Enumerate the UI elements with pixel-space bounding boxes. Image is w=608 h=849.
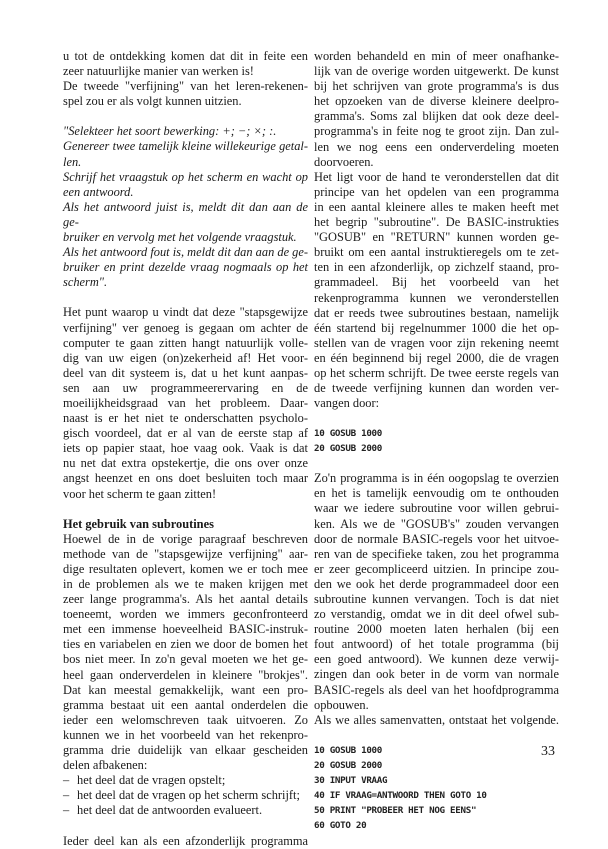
text-line: verfijning" ver genoeg is gegaan om achter de: [63, 320, 308, 335]
text-line: gramma's. Soms zal blijken dat ook deze deel-: [314, 109, 559, 124]
text-line: scherm".: [63, 275, 108, 290]
text-line: bruiker en print dezelde vraag nogmaals op het: [63, 260, 308, 275]
text-line: zeer natuurlijke manier van werken is!: [63, 64, 254, 79]
text-line: moeilijkheidsgraad van het probleem. Daar-: [63, 395, 308, 410]
text-line: iets op papier staat, hoe vaag ook. Vaak is dat: [63, 441, 308, 456]
text-line: gisch voordeel, dat er al van de eerste stap af: [63, 426, 308, 441]
text-line: stellen van de vragen voor zijn rekening neemt: [314, 335, 559, 350]
text-line: principe van het opdelen van een programma: [314, 184, 559, 199]
intro-paragraph: [63, 49, 308, 109]
code-line: 10 GOSUB 1000: [314, 744, 383, 756]
text-line: ieder een welomschreven taak uitvoeren. Zo: [63, 712, 308, 727]
text-line: kunnen we in het voorbeeld van het rekenpro-: [63, 727, 308, 742]
text-line: ties en variabelen en zien we door de bomen het: [63, 637, 308, 652]
dash-bullet: –: [63, 803, 70, 818]
text-line: nu net dat extra opstekertje, die ons over onze: [63, 456, 308, 471]
text-line: Ieder deel kan als een afzonderlijk programma: [63, 833, 308, 848]
code-line: 40 IF VRAAG=ANTWOORD THEN GOTO 10: [314, 789, 487, 801]
text-line: er zeer gecompliceerd uitzien. In principe zou-: [314, 561, 559, 576]
summary-line: [314, 713, 559, 728]
text-line: Dat kan meestal gemakkelijk, want een pro-: [63, 682, 308, 697]
text-line: len.: [63, 154, 82, 169]
continuation-paragraph: [314, 49, 559, 170]
text-line: sen aan uw programmeerervaring en de: [63, 380, 308, 395]
spacer: [63, 290, 308, 305]
text-line: worden behandeld en min of meer onafhanke-: [314, 49, 559, 63]
text-line: Als het antwoord juist is, meldt dit dan aan de ge-: [63, 199, 308, 229]
text-line: Het punt waarop u vindt dat deze "stapsgewijze: [63, 305, 308, 320]
text-line: ken. Als we de "GOSUB's" zouden vervangen: [314, 516, 559, 531]
program-parts-list: [63, 773, 308, 818]
stepwise-paragraph: [63, 305, 308, 501]
list-item-text: het deel dat de antwoorden evalueert.: [77, 803, 263, 818]
text-line: heel gaan onderverdelen in kleinere "brokjes".: [63, 667, 308, 682]
text-line: waar we iedere subroutine voor willen gebrui-: [314, 501, 559, 516]
text-line: den we ook het derde programmadeel door een: [314, 576, 559, 591]
subroutine-principle-paragraph: [314, 170, 559, 412]
overview-paragraph: [314, 471, 559, 713]
text-line: ren van de specifieke taken, zou het programma: [314, 546, 559, 561]
text-line: dig van uw eigen (on)zekerheid af! Het voor-: [63, 350, 308, 365]
spacer: [314, 728, 559, 743]
text-line: met een immense hoeveelheid BASIC-instruk-: [63, 622, 308, 637]
text-line: bruiker en vervolg met het volgende vraagstuk.: [63, 230, 297, 245]
text-line: Schrijf het vraagstuk op het scherm en wacht op: [63, 169, 308, 184]
dash-bullet: –: [63, 773, 70, 788]
text-line: methode van de "stapsgewijze verfijning" aar-: [63, 546, 308, 561]
text-line: bos niet meer. In zo'n geval moeten we het ge-: [63, 652, 308, 667]
text-line: een antwoord.: [63, 184, 134, 199]
text-line: dat er reeds twee subroutines bestaan, namelijk: [314, 305, 559, 320]
page-number: 33: [541, 744, 555, 759]
text-line: zeer lange programma's. Als het aantal details: [63, 592, 308, 607]
code-line: 20 GOSUB 2000: [314, 443, 383, 455]
text-line: voor het scherm te gaan zitten!: [63, 486, 217, 501]
list-item: [63, 773, 308, 788]
text-line: programma's in feite nog te groot zijn. Dan zul-: [314, 124, 559, 139]
dash-bullet: –: [63, 788, 70, 803]
text-line: spel zou er als volgt kunnen uitzien.: [63, 94, 242, 109]
text-line: dige resultaten oplevert, komen we er toch mee: [63, 561, 308, 576]
text-line: in een aantal kleinere alles te maken heeft met: [314, 199, 559, 214]
text-line: gramma bestaat uit een aantal onderdelen die: [63, 697, 308, 712]
text-line: "GOSUB" en "RETURN" kunnen worden ge-: [314, 230, 559, 245]
text-line: De tweede "verfijning" van het leren-rekenen-: [63, 79, 308, 94]
text-line: op het scherm schrijft. De twee eerste regels van: [314, 365, 559, 380]
text-line: Als het antwoord fout is, meldt dit dan aan de ge-: [63, 245, 308, 260]
text-line: lijk van de overige worden uitgewerkt. De kunst: [314, 64, 559, 79]
text-line: Als we alles samenvatten, ontstaat het volgende.: [314, 712, 559, 727]
text-line: Hoewel de in de vorige paragraaf beschreven: [63, 531, 308, 546]
code-line: 60 GOTO 20: [314, 819, 367, 831]
spacer: [314, 411, 559, 426]
text-line: Zo'n programma is in één oogopslag te overzien: [314, 471, 559, 486]
text-line: de tweede verfijning kunnen dan worden ver-: [314, 381, 559, 396]
code-block-program: [314, 743, 559, 833]
text-line: en het is tamelijk eenvoudig om te onthouden: [314, 486, 559, 501]
text-line: het opzoeken van de diverse kleinere deelpro-: [314, 94, 559, 109]
text-line: opbouwen.: [314, 697, 369, 712]
text-line: zingen dan ook beter in de vorm van normale: [314, 667, 559, 682]
text-line: delen afbakenen:: [63, 758, 148, 773]
text-line: zo verstandig, omdat we in dit deel ofwel sub-: [314, 607, 559, 622]
text-line: rekenprogramma kunnen we veronderstellen: [314, 290, 559, 305]
text-line: Genereer twee tamelijk kleine willekeurige getal-: [63, 139, 308, 154]
refinement-quote: [63, 124, 308, 290]
spacer: [314, 456, 559, 471]
text-line: doorvoeren.: [314, 154, 374, 169]
text-line: "Selekteer het soort bewerking: +; −; ×; :.: [63, 124, 277, 139]
list-item-text: het deel dat de vragen op het scherm schrijft;: [77, 788, 300, 803]
text-line: door de normale BASIC-regels voor het uitvoe-: [314, 531, 559, 546]
spacer: [63, 502, 308, 517]
right-column: [314, 49, 559, 833]
text-line: bruikt om een aantal instruktieregels om te zet-: [314, 245, 559, 260]
code-line: 10 GOSUB 1000: [314, 428, 383, 440]
text-line: ten in een afzonderlijk, op zichzelf staand, pro-: [314, 260, 559, 275]
section-heading: Het gebruik van subroutines: [63, 516, 214, 531]
text-line: vangen door:: [314, 396, 380, 411]
closing-line: [63, 834, 308, 849]
left-column: [63, 49, 308, 849]
text-line: angst heenzet en ons doet besluiten toch maar: [63, 471, 308, 486]
text-line: Het ligt voor de hand te veronderstellen dat dit: [314, 169, 559, 184]
code-line: 50 PRINT "PROBEER HET NOG EENS": [314, 804, 477, 816]
code-block-gosub: [314, 426, 559, 456]
text-line: fout antwoord) of het totale programma (bij: [314, 637, 559, 652]
text-line: het begrip "subroutine". De BASIC-instrukties: [314, 215, 559, 230]
text-line: bij het schrijven van grote programma's is dus: [314, 79, 559, 94]
subroutines-paragraph: [63, 532, 308, 774]
text-line: len we nog eens een onderverdeling moeten: [314, 139, 559, 154]
text-line: in de problemen als we te maken krijgen met: [63, 577, 308, 591]
text-line: deel van dit systeem is, dat u het kunt aanpas-: [63, 365, 308, 380]
text-line: routine 2000 moeten laten herhalen (bij een: [314, 622, 559, 637]
list-item: [63, 788, 308, 803]
code-line: 30 INPUT VRAAG: [314, 774, 388, 786]
text-line: u tot de ontdekking komen dat dit in feite een: [63, 49, 308, 63]
list-item-text: het deel dat de vragen opstelt;: [77, 773, 226, 788]
text-line: gramma drie duidelijk van elkaar gescheiden: [63, 743, 308, 758]
text-line: en één beginnend bij regel 2000, die de vragen: [314, 350, 559, 365]
code-line: 20 GOSUB 2000: [314, 759, 383, 771]
text-line: toeneemt, worden we immers geconfronteerd: [63, 607, 308, 622]
text-line: één startend bij regelnummer 1000 die het op-: [314, 320, 559, 335]
text-line: BASIC-regels als deel van het hoofdprogramma: [314, 682, 559, 697]
text-line: computer te gaan zitten hangt natuurlijk volle-: [63, 335, 308, 350]
text-line: grammadeel. Bij het voorbeeld van het: [314, 275, 559, 290]
spacer: [63, 819, 308, 834]
spacer: [63, 109, 308, 124]
text-line: naast is er het niet te onderschatten psycholo-: [63, 411, 308, 426]
text-line: subroutine kunnen vervangen. Toch is dat niet: [314, 592, 559, 606]
list-item: [63, 803, 308, 818]
text-line: een goed antwoord). We kunnen deze verwij-: [314, 652, 559, 667]
